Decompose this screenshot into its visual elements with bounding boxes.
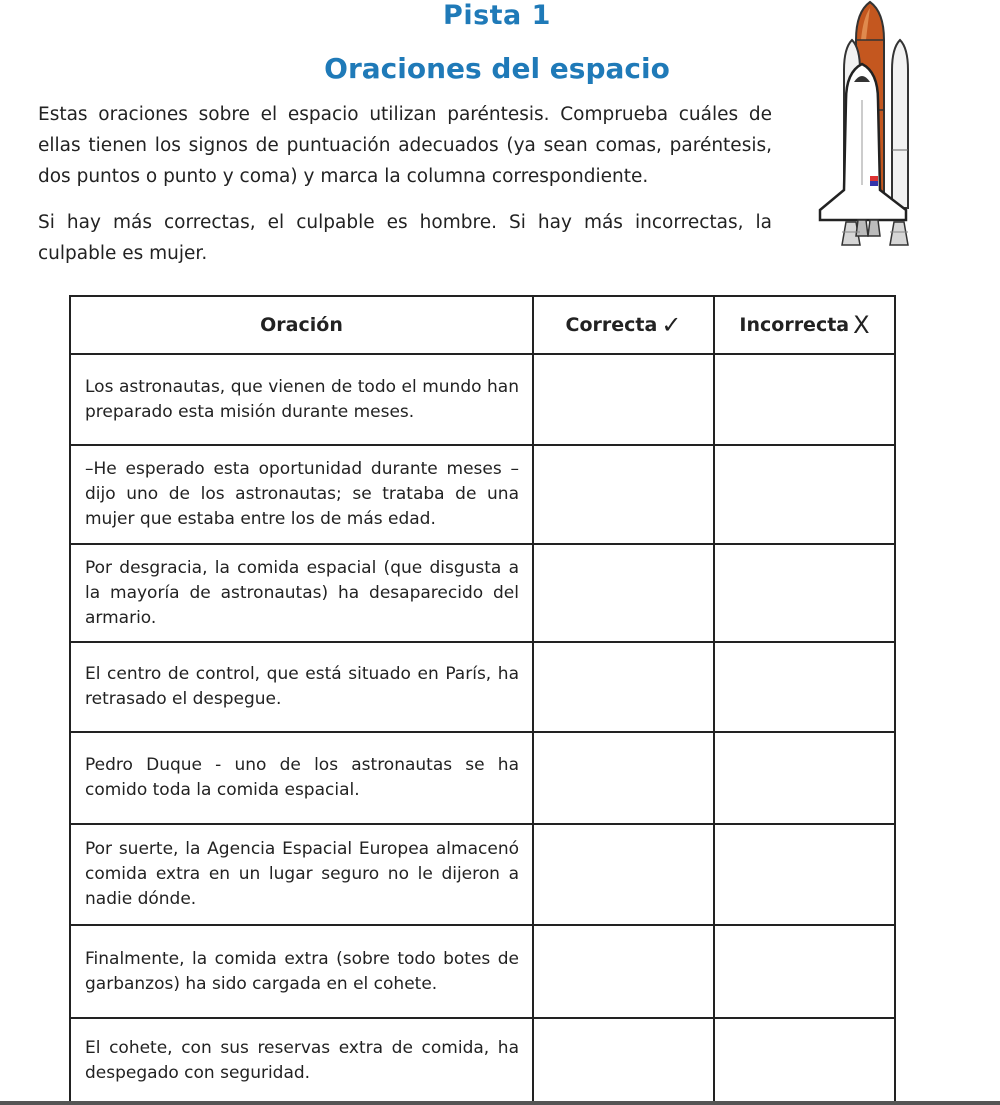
incorrect-checkbox-cell[interactable] [714,824,895,925]
table-row [70,1018,895,1104]
table-header-row [70,296,895,354]
page-subtitle: Oraciones del espacio [324,52,670,85]
incorrect-checkbox-cell[interactable] [714,732,895,824]
table-row [70,354,895,445]
column-header-correct: Correcta ✓ [533,296,714,354]
page-bottom-edge [0,1101,1000,1105]
incorrect-checkbox-cell[interactable] [714,1018,895,1104]
correct-checkbox-cell[interactable] [533,642,714,732]
sentence-cell: Finalmente, la comida extra (sobre todo botes de garbanzos) ha sido cargada en el cohete. [70,925,533,1018]
column-header-incorrect: Incorrecta X [714,296,895,354]
correct-checkbox-cell[interactable] [533,354,714,445]
incorrect-checkbox-cell[interactable] [714,354,895,445]
incorrect-checkbox-cell[interactable] [714,642,895,732]
sentence-cell: El centro de control, que está situado en París, ha retrasado el despegue. [70,642,533,732]
table-row [70,732,895,824]
sentence-cell: Los astronautas, que vienen de todo el mundo han preparado esta misión durante meses. [70,354,533,445]
correct-checkbox-cell[interactable] [533,824,714,925]
table-row [70,445,895,544]
correct-checkbox-cell[interactable] [533,1018,714,1104]
table-row [70,925,895,1018]
correct-checkbox-cell[interactable] [533,544,714,642]
instructions-paragraph: Estas oraciones sobre el espacio utilizan paréntesis. Comprueba cuáles de ellas tienen los signos de puntuación adecuados (ya sean comas, paréntesis, dos puntos o punto y coma) y marca la columna correspondiente. [38,104,772,187]
table-row [70,544,895,642]
correct-checkbox-cell[interactable] [533,445,714,544]
sentence-cell: Por desgracia, la comida espacial (que disgusta a la mayoría de astronautas) ha desaparecido del armario. [70,544,533,642]
table-row [70,642,895,732]
page-title: Pista 1 [443,0,551,31]
correct-checkbox-cell[interactable] [533,732,714,824]
space-shuttle-icon [808,0,930,255]
table-row [70,824,895,925]
cross-icon: X [853,311,870,339]
column-header-sentence: Oración [70,296,533,354]
rule-paragraph: Si hay más correctas, el culpable es hombre. Si hay más incorrectas, la culpable es mujer. [38,212,772,264]
sentence-cell: Por suerte, la Agencia Espacial Europea almacenó comida extra en un lugar seguro no le dijeron a nadie dónde. [70,824,533,925]
punctuation-table [69,295,896,1105]
incorrect-checkbox-cell[interactable] [714,925,895,1018]
incorrect-checkbox-cell[interactable] [714,544,895,642]
sentence-cell: –He esperado esta oportunidad durante meses –dijo uno de los astronautas; se trataba de una mujer que estaba entre los de más edad. [70,445,533,544]
incorrect-checkbox-cell[interactable] [714,445,895,544]
correct-checkbox-cell[interactable] [533,925,714,1018]
check-icon: ✓ [661,311,682,339]
sentence-cell: Pedro Duque - uno de los astronautas se ha comido toda la comida espacial. [70,732,533,824]
sentence-cell: El cohete, con sus reservas extra de comida, ha despegado con seguridad. [70,1018,533,1104]
